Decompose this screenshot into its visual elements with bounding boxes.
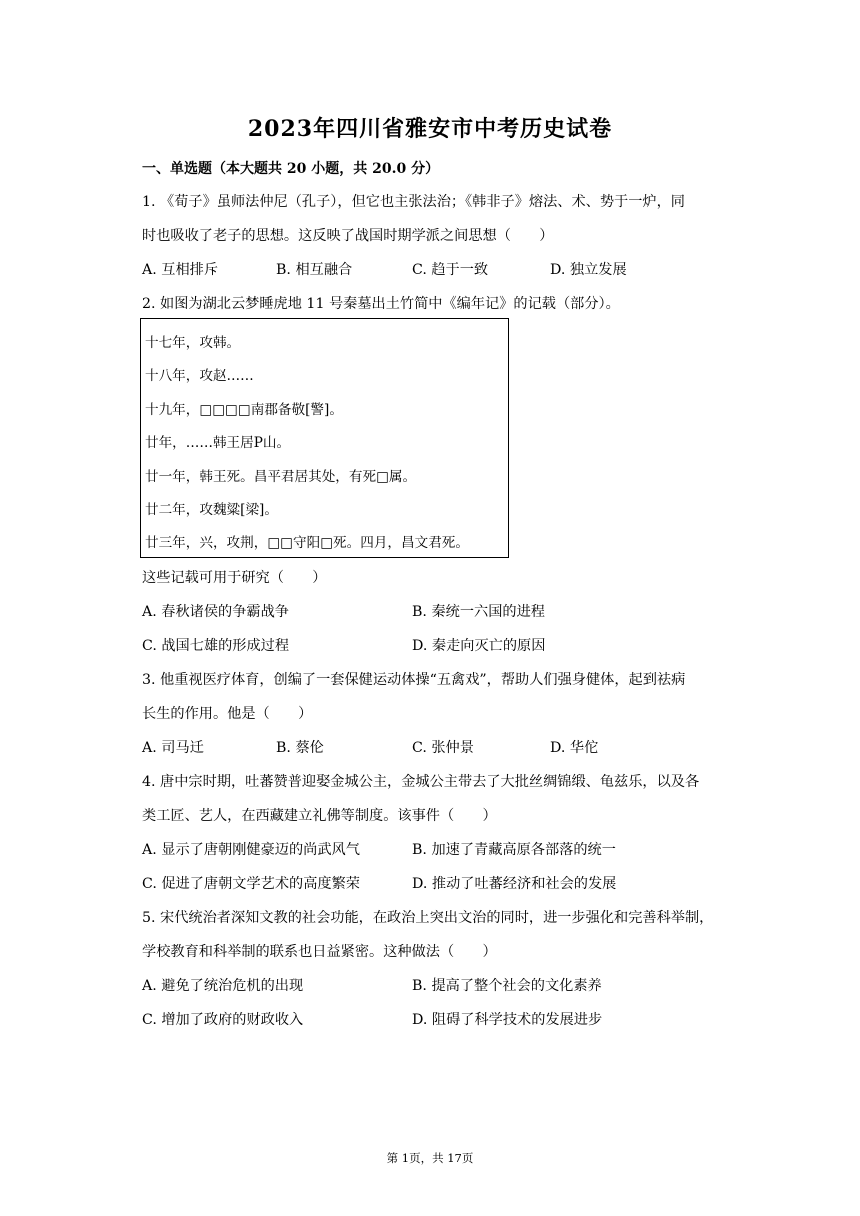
question-4-line-2: 类工匠、艺人，在西藏建立礼佛等制度。该事件（ ） [142,808,497,824]
question-1-line-2: 时也吸收了老子的思想。这反映了战国时期学派之间思想（ ） [142,228,554,244]
question-4-option-d: D. 推动了吐蕃经济和社会的发展 [412,876,617,892]
page-title: 2023年四川省雅安市中考历史试卷 [247,116,613,142]
question-3-line-1: 3. 他重视医疗体育，创编了一套保健运动体操“五禽戏”，帮助人们强身健体，起到祛病 [142,672,686,688]
question-2-option-a: A. 春秋诸侯的争霸战争 [142,604,289,620]
question-1-line-1: 1. 《荀子》虽师法仲尼（孔子），但它也主张法治；《韩非子》熔法、术、势于一炉，同 [142,194,685,210]
page-footer: 第 1页，共 17页 [386,1151,474,1165]
record-line: 十九年，□□□□南郡备敬[警]。 [145,402,343,418]
record-line: 十七年，攻韩。 [145,335,241,351]
question-5-option-b: B. 提高了整个社会的文化素养 [412,978,602,994]
record-line: 十八年，攻赵…… [145,368,254,384]
question-2-option-b: B. 秦统一六国的进程 [412,604,545,620]
question-3-option-b: B. 蔡伦 [276,740,324,756]
question-5-option-d: D. 阻碍了科学技术的发展进步 [412,1012,603,1028]
question-5-option-c: C. 增加了政府的财政收入 [142,1012,304,1028]
bamboo-slip-record-box [140,318,509,558]
question-5-line-2: 学校教育和科举制的联系也日益紧密。这种做法（ ） [142,944,497,960]
question-2-option-d: D. 秦走向灭亡的原因 [412,638,546,654]
question-1-option-a: A. 互相排斥 [142,262,219,278]
question-2-line-2: 这些记载可用于研究（ ） [142,570,327,586]
question-5-line-1: 5. 宋代统治者深知文教的社会功能，在政治上突出文治的同时，进一步强化和完善科举制， [142,910,714,926]
question-4-option-c: C. 促进了唐朝文学艺术的高度繁荣 [142,876,360,892]
question-2-line-1: 2. 如图为湖北云梦睡虎地 11 号秦墓出土竹简中《编年记》的记载（部分）。 [142,296,620,312]
section-heading: 一、单选题（本大题共 20 小题，共 20.0 分） [142,161,440,177]
question-4-option-a: A. 显示了唐朝刚健豪迈的尚武风气 [142,842,360,858]
question-4-option-b: B. 加速了青藏高原各部落的统一 [412,842,616,858]
question-1-option-c: C. 趋于一致 [412,262,489,278]
question-4-line-1: 4. 唐中宗时期，吐蕃赞普迎娶金城公主，金城公主带去了大批丝绸锦缎、龟兹乐，以及各 [142,774,700,790]
record-line: 廿二年，攻魏粱[梁]。 [145,502,278,518]
record-line: 廿年，……韩王居P山。 [145,435,291,451]
record-line: 廿三年，兴，攻荆，□□守阳□死。四月，昌文君死。 [145,535,469,551]
question-5-option-a: A. 避免了统治危机的出现 [142,978,304,994]
question-3-option-a: A. 司马迁 [142,740,204,756]
question-3-line-2: 长生的作用。他是（ ） [142,706,313,722]
question-1-option-d: D. 独立发展 [550,262,627,278]
question-1-option-b: B. 相互融合 [276,262,353,278]
question-3-option-c: C. 张仲景 [412,740,474,756]
question-3-option-d: D. 华佗 [550,740,599,756]
question-2-option-c: C. 战国七雄的形成过程 [142,638,290,654]
record-line: 廿一年，韩王死。昌平君居其处，有死□属。 [145,469,417,485]
